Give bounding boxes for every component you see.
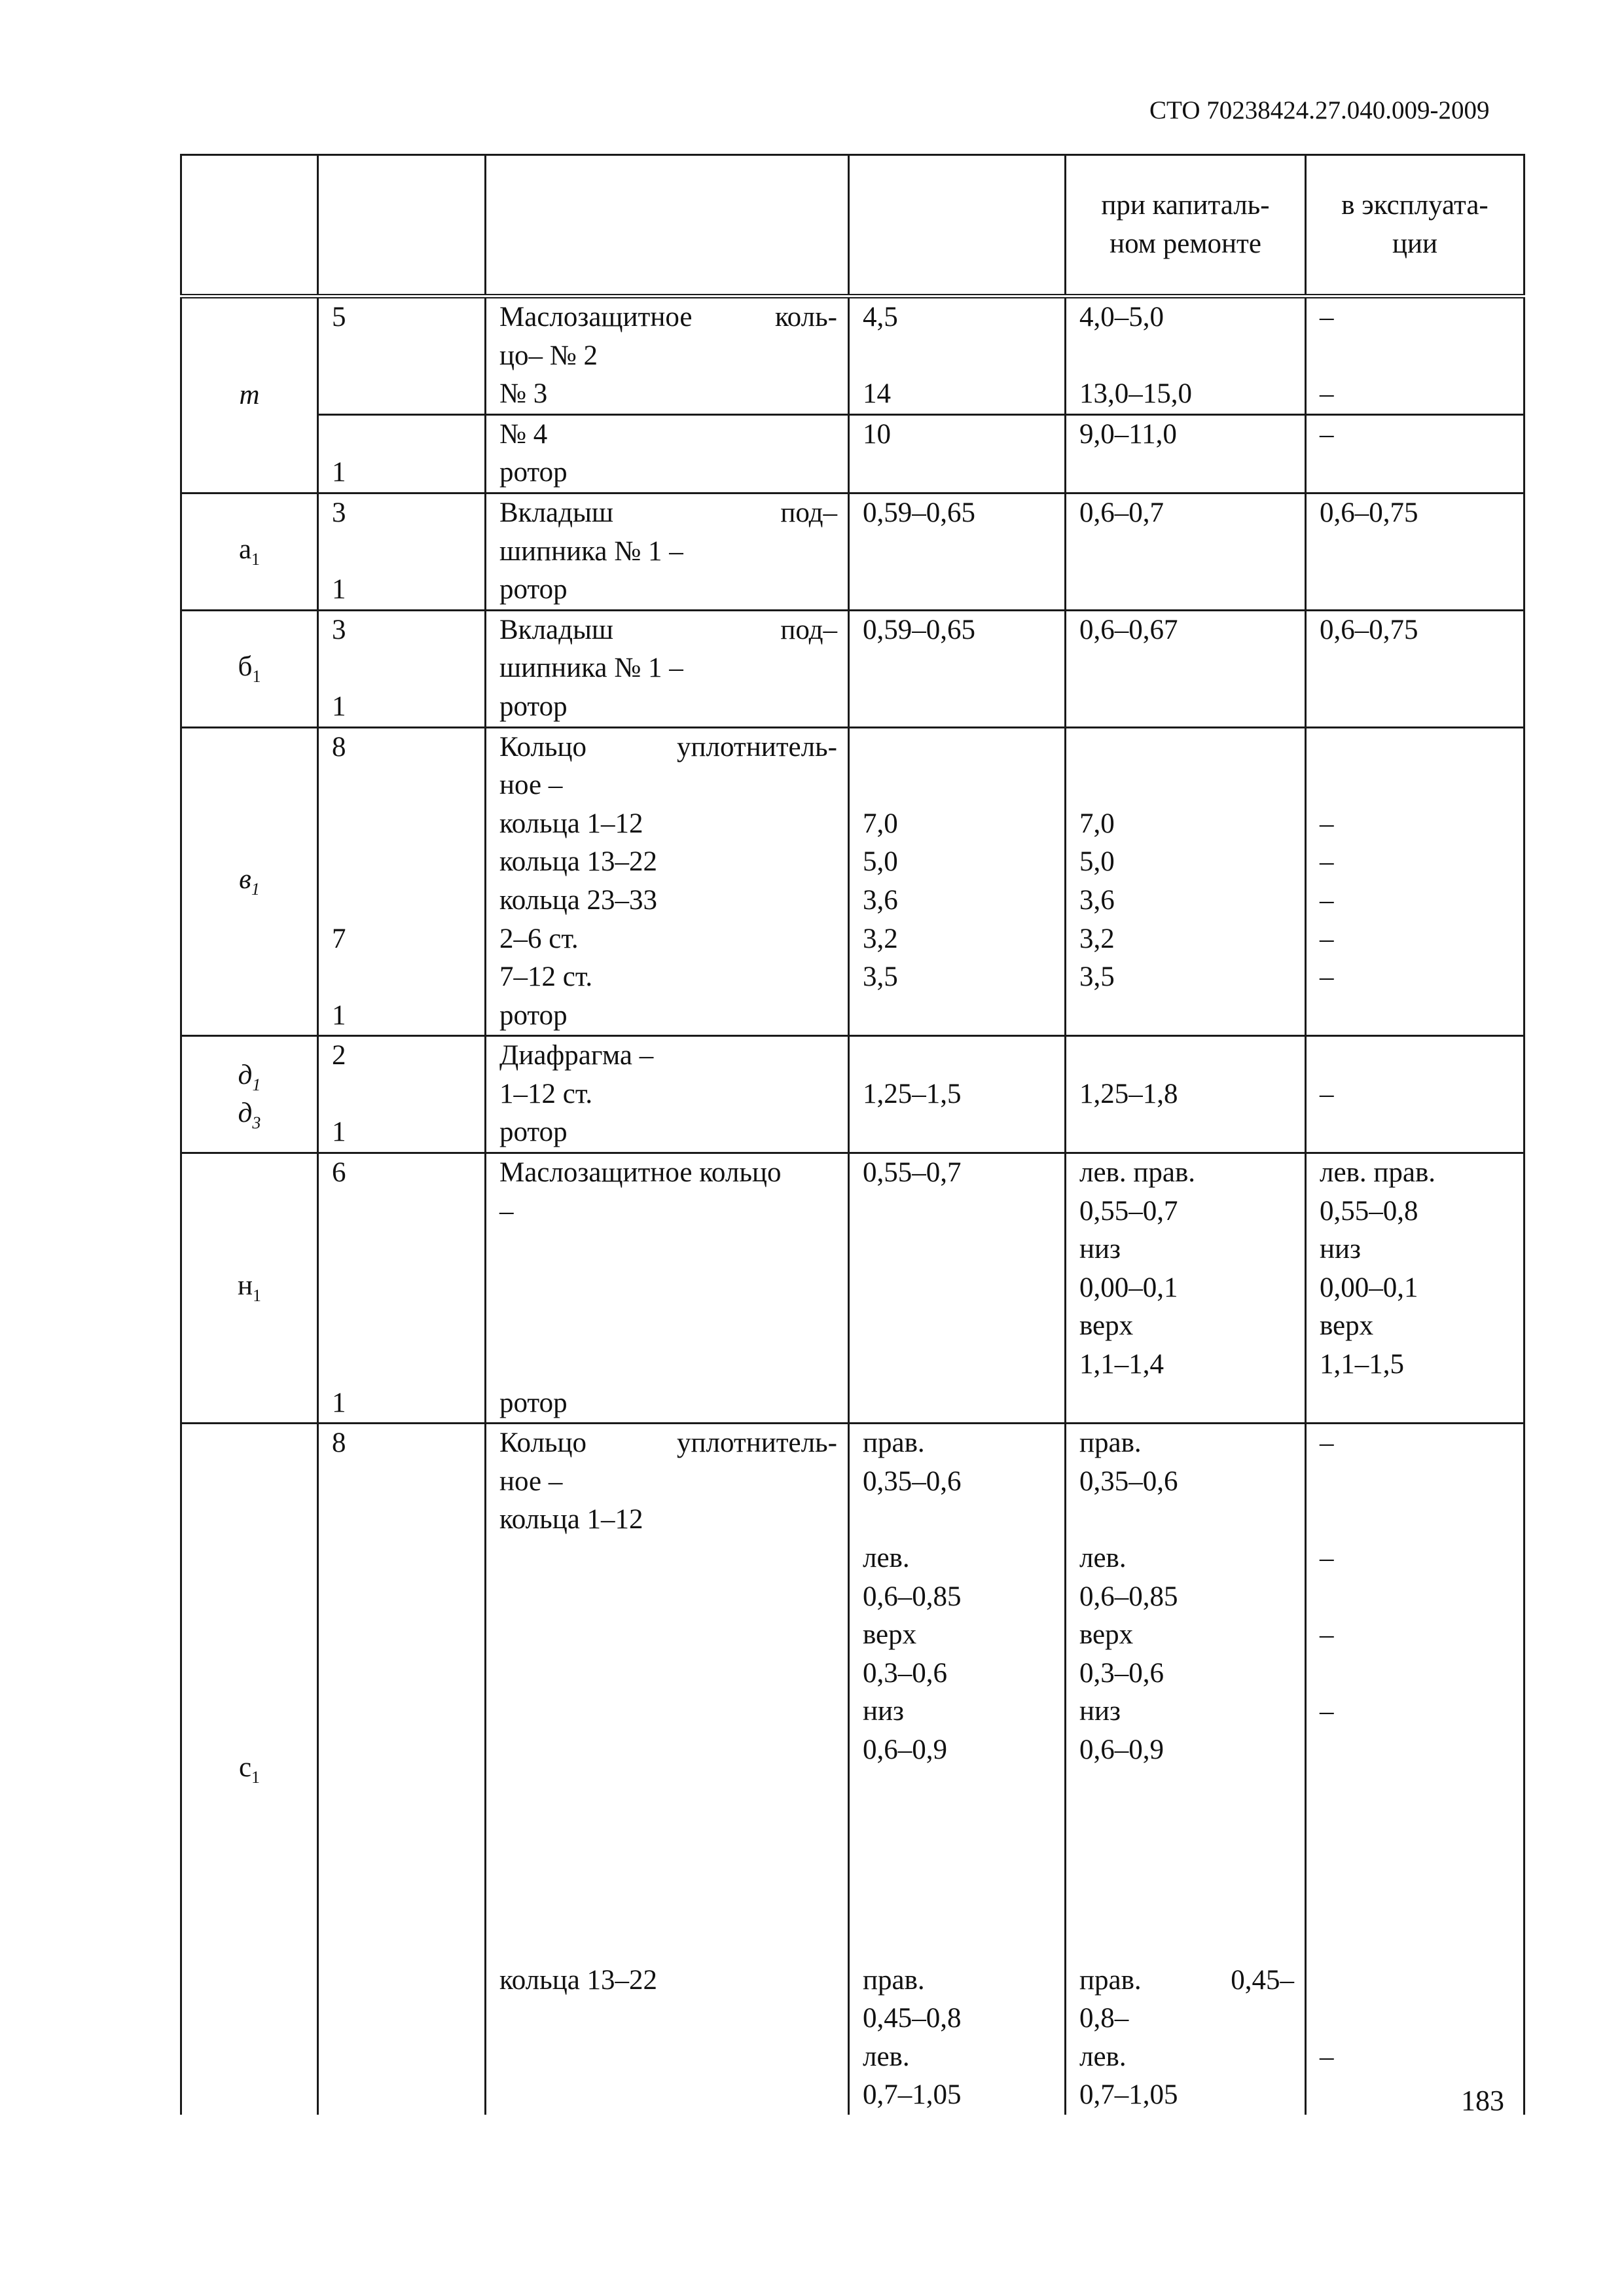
cell-line: [332, 649, 474, 688]
symbol-subscript: 1: [253, 1286, 261, 1306]
nominal-cell: [849, 610, 1066, 727]
cell-line: [499, 1731, 837, 1770]
cell-line: 0,35–0,6: [1079, 1465, 1178, 1497]
cell-line: ротор: [499, 1117, 568, 1148]
cell-line: [332, 1230, 474, 1269]
cell-line: ротор: [499, 1387, 568, 1418]
cell-line: [1320, 1037, 1513, 1075]
cell-line: Вкладыш под–: [499, 497, 837, 528]
operation-cell: [1306, 1153, 1525, 1424]
operation-cell: [1306, 727, 1525, 1036]
cell-line: верх: [1079, 1310, 1134, 1342]
position-cell: [318, 1424, 486, 2115]
cell-line: 7–12 ст.: [499, 961, 593, 993]
cell-line: ротор: [499, 691, 568, 722]
header-cell-operation: [1306, 155, 1525, 296]
operation-cell: [1306, 1036, 1525, 1153]
symbol-text: н: [237, 1270, 253, 1302]
cell-line: [1320, 1962, 1513, 2000]
name-cell: [486, 727, 849, 1036]
cell-line: ротор: [499, 999, 568, 1031]
cell-line: 7,0: [1079, 808, 1115, 839]
operation-cell: [1306, 610, 1525, 727]
cell-line: 0,7–1,05: [863, 2079, 962, 2111]
cell-line: [499, 1616, 837, 1655]
cell-line: 3,6: [863, 884, 898, 916]
operation-cell: [1306, 414, 1525, 493]
cell-line: Вкладыш под–: [499, 614, 837, 645]
clearance-table: [180, 154, 1525, 2115]
cell-line: Маслозащитное коль-: [499, 302, 837, 332]
nominal-cell: [849, 1424, 1066, 2115]
cell-line: 5: [332, 302, 346, 332]
cell-line: прав.: [1079, 1427, 1142, 1459]
cell-line: шипника № 1 –: [499, 535, 683, 567]
symbol-text: в: [239, 864, 251, 895]
cell-line: 0,8–: [1079, 2003, 1129, 2034]
name-cell: [486, 1153, 849, 1424]
cell-line: [1079, 1846, 1294, 1885]
cell-line: –: [1320, 1427, 1334, 1459]
nominal-cell: [849, 1153, 1066, 1424]
cell-line: 0,3–0,6: [1079, 1657, 1164, 1689]
cell-line: 3,2: [863, 923, 898, 954]
cell-line: [863, 1808, 1054, 1846]
position-cell: [318, 727, 486, 1036]
symbol-cell: [181, 610, 318, 727]
cell-line: [332, 1346, 474, 1384]
cell-line: 2–6 ст.: [499, 923, 579, 954]
symbol-subscript: 1: [252, 1075, 261, 1094]
cell-line: [332, 533, 474, 571]
cell-line: 1: [332, 457, 346, 488]
cell-line: шипника № 1 –: [499, 653, 683, 684]
cell-line: 1: [332, 574, 346, 605]
symbol-cell: [181, 296, 318, 493]
cell-line: № 3: [499, 378, 548, 410]
cell-line: 0,00–0,1: [1320, 1272, 1418, 1303]
cell-line: [1320, 1770, 1513, 1808]
cell-line: [499, 1346, 837, 1384]
cell-line: ное –: [499, 770, 563, 801]
cell-line: 1,25–1,5: [863, 1078, 962, 1109]
cell-line: 3,2: [1079, 923, 1115, 954]
cell-line: [1320, 1463, 1513, 1501]
cell-line: [1320, 1578, 1513, 1617]
cell-line: лев.: [1079, 1543, 1127, 1573]
operation-cell: [1306, 296, 1525, 415]
cell-line: 7,0: [863, 808, 898, 839]
symbol-text: с: [238, 1751, 252, 1783]
cell-line: верх: [863, 1619, 917, 1651]
page-number: 183: [1461, 2085, 1504, 2117]
cell-line: [1320, 1501, 1513, 1539]
line-gap: [499, 2000, 837, 2038]
repair-cell: [1066, 1153, 1306, 1424]
cell-line: [863, 1037, 1054, 1075]
cell-line: 1: [332, 1117, 346, 1148]
cell-line: 8: [332, 1427, 346, 1459]
cell-line: кольца 23–33: [499, 884, 658, 916]
cell-line: Диафрагма –: [499, 1040, 654, 1071]
symbol-text: б: [238, 651, 253, 682]
cell-line: [1320, 2000, 1513, 2038]
cell-line: [499, 1269, 837, 1308]
cell-line: верх: [1320, 1310, 1374, 1342]
cell-line: 0,6–0,9: [1079, 1734, 1164, 1765]
symbol-cell: [181, 1424, 318, 2115]
name-cell: [486, 296, 849, 415]
cell-line: 0,35–0,6: [863, 1465, 962, 1497]
cell-line: [1320, 1846, 1513, 1885]
nominal-cell: [849, 727, 1066, 1036]
cell-line: [499, 1307, 837, 1346]
cell-line: [1079, 1884, 1294, 1923]
cell-line: [863, 1770, 1054, 1808]
table-row: [181, 610, 1525, 727]
cell-line: низ: [1079, 1234, 1121, 1265]
nominal-cell: [849, 414, 1066, 493]
cell-line: 3,5: [1079, 961, 1115, 993]
cell-line: [1320, 728, 1513, 767]
cell-line: прав.: [863, 1964, 925, 1996]
cell-line: ное –: [499, 1465, 563, 1497]
repair-cell: [1066, 414, 1306, 493]
cell-line: [332, 1075, 474, 1114]
cell-line: [332, 1307, 474, 1346]
cell-line: [332, 1269, 474, 1308]
cell-line: [499, 1846, 837, 1885]
cell-line: лев.: [863, 1543, 910, 1573]
cell-line: низ: [863, 1696, 905, 1727]
symbol-line: [182, 1056, 317, 1095]
cell-line: низ: [1320, 1234, 1362, 1265]
name-cell: [486, 414, 849, 493]
line-gap: [499, 2076, 837, 2115]
cell-line: прав.: [863, 1427, 925, 1459]
symbol-subscript: 1: [251, 880, 260, 899]
table-row: [181, 1036, 1525, 1153]
cell-line: –: [1320, 1543, 1334, 1573]
cell-line: 0,7–1,05: [1079, 2079, 1178, 2111]
line-gap: [499, 2038, 837, 2077]
cell-line: 0,6–0,75: [1320, 497, 1418, 528]
symbol-cell: [181, 727, 318, 1036]
repair-cell: [1066, 727, 1306, 1036]
cell-line: 14: [863, 378, 891, 410]
cell-line: лев. прав.: [1079, 1157, 1195, 1189]
cell-line: [1320, 1655, 1513, 1693]
cell-line: –: [1320, 808, 1334, 839]
cell-line: [332, 805, 474, 844]
operation-cell: [1306, 1424, 1525, 2115]
symbol-line: [182, 1094, 317, 1133]
table-row: [181, 493, 1525, 610]
cell-line: цо– № 2: [499, 340, 598, 371]
cell-line: [1079, 728, 1294, 767]
table-row: [181, 1153, 1525, 1424]
cell-line: лев. прав.: [1320, 1157, 1435, 1189]
cell-line: [332, 375, 474, 414]
cell-line: 3,6: [1079, 884, 1115, 916]
symbol-subscript: 1: [251, 1767, 261, 1787]
cell-line: [1079, 1808, 1294, 1846]
table-row: [181, 1424, 1525, 2115]
cell-line: кольца 13–22: [499, 1964, 658, 1996]
cell-line: ротор: [499, 574, 568, 605]
header-text: в эксплуата-: [1341, 189, 1489, 221]
cell-line: 2: [332, 1040, 346, 1071]
cell-line: кольца 13–22: [499, 846, 658, 878]
name-cell: [486, 1424, 849, 2115]
cell-line: [863, 1501, 1054, 1539]
name-cell: [486, 493, 849, 610]
position-cell: [318, 414, 486, 493]
repair-cell: [1066, 493, 1306, 610]
cell-line: 1: [332, 1387, 346, 1418]
cell-line: [1079, 766, 1294, 805]
repair-cell: [1066, 1036, 1306, 1153]
cell-line: [1079, 1037, 1294, 1075]
header-text: ции: [1392, 228, 1438, 259]
symbol-subscript: 1: [252, 666, 261, 686]
cell-line: [1320, 1731, 1513, 1770]
cell-line: [332, 843, 474, 882]
nominal-cell: [849, 493, 1066, 610]
name-cell: [486, 1036, 849, 1153]
cell-line: № 4: [499, 418, 548, 450]
cell-line: [1079, 1923, 1294, 1962]
cell-line: [1320, 337, 1513, 376]
cell-line: –: [499, 1195, 514, 1227]
cell-line: Кольцо уплотнитель-: [499, 1427, 837, 1459]
cell-line: кольца 1–12: [499, 1504, 643, 1535]
cell-line: [499, 1655, 837, 1693]
position-cell: [318, 1036, 486, 1153]
symbol-text: д: [238, 1059, 253, 1090]
cell-line: 0,59–0,65: [863, 497, 975, 528]
cell-line: 4,5: [863, 302, 898, 332]
cell-line: 1,1–1,4: [1079, 1349, 1164, 1380]
cell-line: 1: [332, 691, 346, 722]
cell-line: –: [1320, 2041, 1334, 2072]
cell-line: [332, 416, 474, 454]
cell-line: 8: [332, 731, 346, 762]
cell-line: [499, 1230, 837, 1269]
cell-line: [332, 766, 474, 805]
cell-line: [332, 958, 474, 997]
header-cell-repair: [1066, 155, 1306, 296]
header-cell-nominal: [849, 155, 1066, 296]
cell-line: 0,6–0,67: [1079, 614, 1178, 645]
cell-line: [863, 1923, 1054, 1962]
position-cell: [318, 296, 486, 415]
symbol-cell: [181, 1036, 318, 1153]
cell-line: 5,0: [863, 846, 898, 878]
cell-line: –: [1320, 378, 1334, 410]
cell-line: 0,6–0,7: [1079, 497, 1164, 528]
cell-line: [1079, 337, 1294, 376]
table-header-row: [181, 155, 1525, 296]
cell-line: [863, 766, 1054, 805]
cell-line: –: [1320, 1619, 1334, 1651]
name-cell: [486, 610, 849, 727]
cell-line: 0,00–0,1: [1079, 1272, 1178, 1303]
nominal-cell: [849, 296, 1066, 415]
cell-line: [1320, 1884, 1513, 1923]
cell-line: [1079, 1770, 1294, 1808]
cell-line: 0,55–0,7: [1079, 1195, 1178, 1227]
cell-line: 13,0–15,0: [1079, 378, 1192, 410]
header-cell-position: [318, 155, 486, 296]
repair-cell: [1066, 296, 1306, 415]
cell-line: 1: [332, 999, 346, 1031]
cell-line: 0,55–0,7: [863, 1157, 962, 1189]
cell-line: [499, 1923, 837, 1962]
symbol-text: д: [238, 1098, 253, 1129]
position-cell: [318, 493, 486, 610]
cell-line: 0,45–0,8: [863, 2003, 962, 2034]
cell-line: –: [1320, 418, 1334, 450]
cell-line: 7: [332, 923, 346, 954]
operation-cell: [1306, 493, 1525, 610]
document-code: СТО 70238424.27.040.009-2009: [1149, 96, 1490, 124]
cell-line: –: [1320, 302, 1334, 332]
cell-line: 3,5: [863, 961, 898, 993]
cell-line: –: [1320, 923, 1334, 954]
table-row: [181, 727, 1525, 1036]
cell-line: прав. 0,45–: [1079, 1964, 1294, 1996]
position-cell: [318, 610, 486, 727]
cell-line: 0,6–0,85: [863, 1581, 962, 1612]
symbol-cell: [181, 493, 318, 610]
cell-line: 1,25–1,8: [1079, 1078, 1178, 1109]
cell-line: ротор: [499, 457, 568, 488]
cell-line: 0,6–0,9: [863, 1734, 947, 1765]
cell-line: [1320, 1808, 1513, 1846]
cell-line: 9,0–11,0: [1079, 418, 1177, 450]
cell-line: –: [1320, 846, 1334, 878]
cell-line: лев.: [1079, 2041, 1127, 2072]
cell-line: 10: [863, 418, 891, 450]
repair-cell: [1066, 1424, 1306, 2115]
cell-line: [863, 337, 1054, 376]
cell-line: 3: [332, 497, 346, 528]
cell-line: [1320, 766, 1513, 805]
symbol-subscript: 3: [252, 1113, 261, 1133]
symbol-text: а: [238, 534, 252, 565]
cell-line: кольца 1–12: [499, 808, 643, 839]
cell-line: [1079, 1501, 1294, 1539]
header-cell-symbol: [181, 155, 318, 296]
cell-line: 3: [332, 614, 346, 645]
cell-line: верх: [1079, 1619, 1134, 1651]
header-text: при капиталь-: [1101, 189, 1270, 221]
header-text: ном ремонте: [1110, 228, 1261, 259]
position-cell: [318, 1153, 486, 1424]
cell-line: Кольцо уплотнитель-: [499, 731, 837, 762]
cell-line: Маслозащитное кольцо: [499, 1157, 782, 1189]
cell-line: –: [1320, 1696, 1334, 1727]
cell-line: 0,6–0,85: [1079, 1581, 1178, 1612]
cell-line: [499, 1770, 837, 1808]
symbol-subscript: 1: [251, 550, 261, 569]
cell-line: 0,59–0,65: [863, 614, 975, 645]
cell-line: [332, 337, 474, 376]
cell-line: –: [1320, 1078, 1334, 1109]
cell-line: 1,1–1,5: [1320, 1349, 1404, 1380]
cell-line: [863, 1846, 1054, 1885]
cell-line: низ: [1079, 1696, 1121, 1727]
cell-line: [332, 1193, 474, 1231]
cell-line: 0,3–0,6: [863, 1657, 947, 1689]
cell-line: [863, 728, 1054, 767]
cell-line: 6: [332, 1157, 346, 1189]
cell-line: 4,0–5,0: [1079, 302, 1164, 332]
cell-line: [499, 1693, 837, 1731]
nominal-cell: [849, 1036, 1066, 1153]
cell-line: [499, 1884, 837, 1923]
cell-line: [863, 1884, 1054, 1923]
cell-line: 1–12 ст.: [499, 1078, 593, 1109]
cell-line: 5,0: [1079, 846, 1115, 878]
table-row: [181, 296, 1525, 415]
repair-cell: [1066, 610, 1306, 727]
header-cell-name: [486, 155, 849, 296]
cell-line: [499, 1808, 837, 1846]
cell-line: –: [1320, 961, 1334, 993]
cell-line: [499, 1578, 837, 1617]
table-row: [181, 414, 1525, 493]
cell-line: –: [1320, 884, 1334, 916]
symbol-text: m: [239, 379, 260, 410]
cell-line: [499, 1539, 837, 1578]
cell-line: лев.: [863, 2041, 910, 2072]
symbol-cell: [181, 1153, 318, 1424]
cell-line: [332, 882, 474, 920]
cell-line: 0,55–0,8: [1320, 1195, 1418, 1227]
cell-line: 0,6–0,75: [1320, 614, 1418, 645]
cell-line: [1320, 1923, 1513, 1962]
